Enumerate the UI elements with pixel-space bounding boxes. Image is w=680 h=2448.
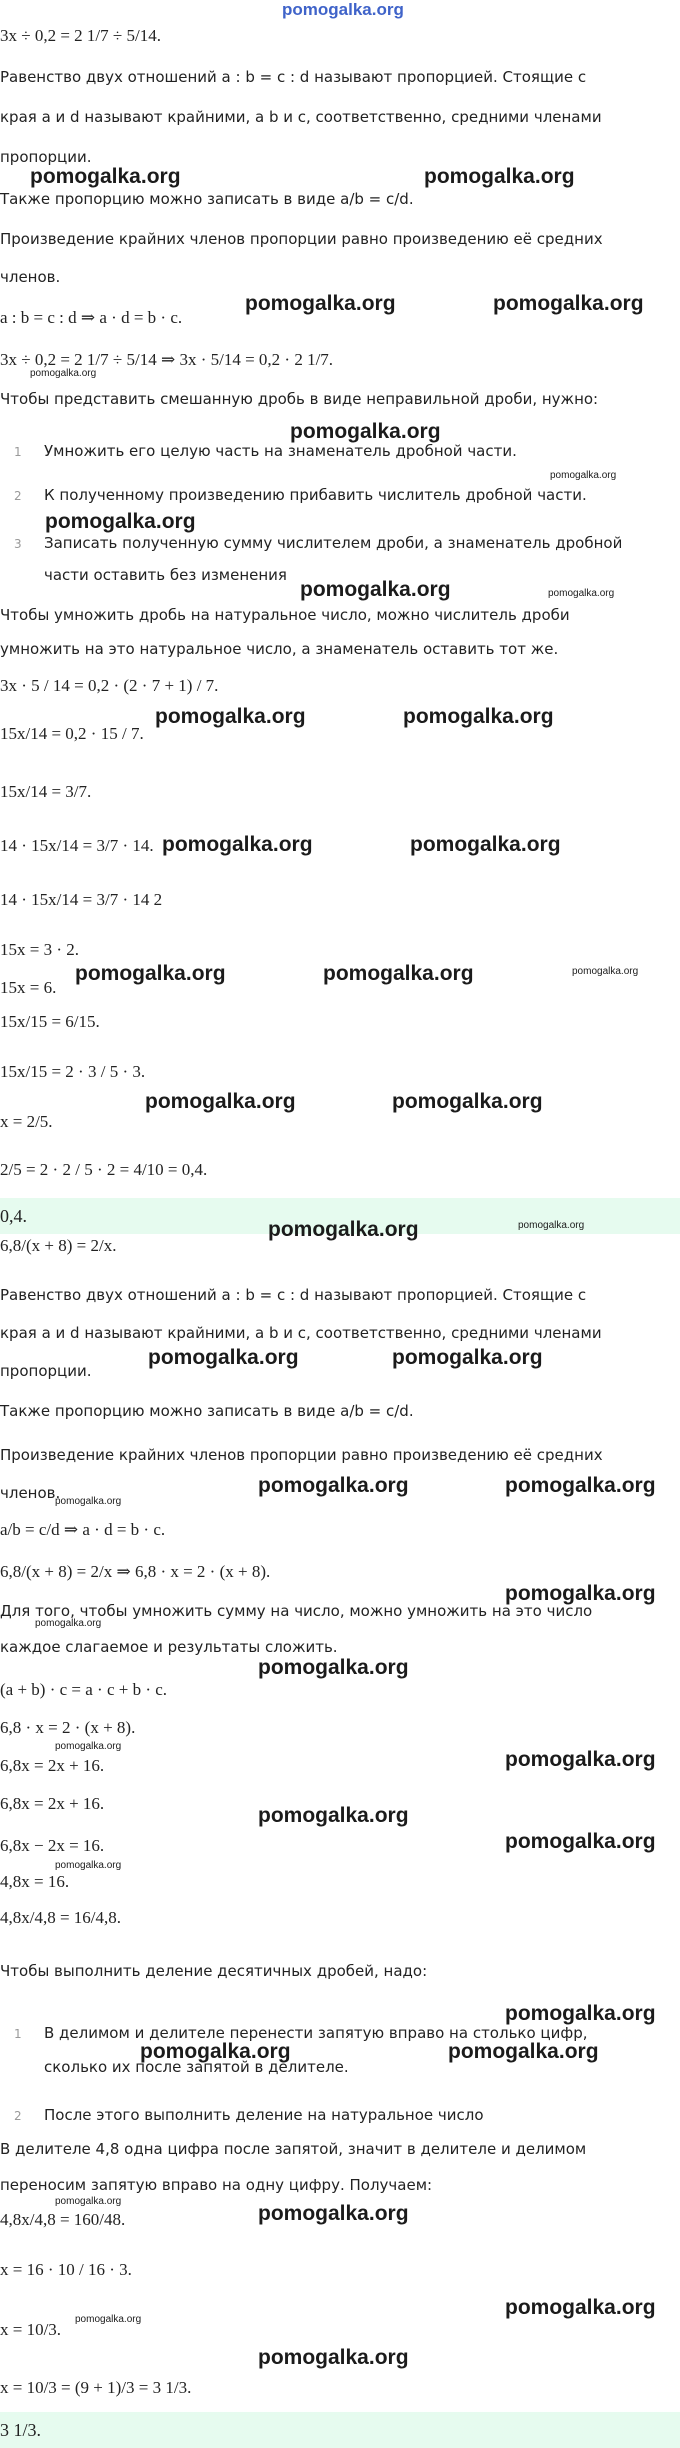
watermark: pomogalka.org xyxy=(548,588,615,599)
watermark: pomogalka.org xyxy=(148,1346,299,1369)
watermark: pomogalka.org xyxy=(448,2040,599,2063)
step-item xyxy=(0,534,622,552)
watermark: pomogalka.org xyxy=(45,510,196,533)
math-line: x = 16 · 10 / 16 · 3. xyxy=(0,2260,132,2279)
text-line: Чтобы представить смешанную дробь в виде неправильной дроби, нужно: xyxy=(0,390,599,408)
watermark: pomogalka.org xyxy=(410,833,561,856)
watermark: pomogalka.org xyxy=(505,1748,656,1771)
text-line: края a и d называют крайними, а b и c, соответственно, средними членами xyxy=(0,108,602,126)
watermark: pomogalka.org xyxy=(290,420,441,443)
text-line: края a и d называют крайними, а b и c, соответственно, средними членами xyxy=(0,1324,602,1342)
text-line: В делителе 4,8 одна цифра после запятой, значит в делителе и делимом xyxy=(0,2140,587,2158)
watermark: pomogalka.org xyxy=(75,962,226,985)
math-line: 6,8/(x + 8) = 2/x. xyxy=(0,1236,117,1255)
math-line: 6,8x = 2x + 16. xyxy=(0,1756,105,1775)
text-line: Равенство двух отношений a : b = c : d называют пропорцией. Стоящие с xyxy=(0,68,587,86)
step-text: Умножить его целую часть на знаменатель дробной части. xyxy=(44,442,517,460)
math-line: 6,8x − 2x = 16. xyxy=(0,1836,105,1855)
watermark: pomogalka.org xyxy=(258,2346,409,2369)
math-line: x = 10/3 = (9 + 1)/3 = 3 1/3. xyxy=(0,2378,192,2397)
math-line: 15x/15 = 2 · 3 / 5 · 3. xyxy=(0,1062,146,1081)
watermark: pomogalka.org xyxy=(162,833,313,856)
step-text: Записать полученную сумму числителем дроби, а знаменатель дробной xyxy=(44,534,623,552)
watermark: pomogalka.org xyxy=(258,1804,409,1827)
watermark: pomogalka.org xyxy=(55,2196,122,2207)
math-line: 4,8x = 16. xyxy=(0,1872,70,1891)
math-line: 15x/14 = 0,2 · 15 / 7. xyxy=(0,724,144,743)
math-line: (a + b) · c = a · c + b · c. xyxy=(0,1680,168,1699)
site-logo[interactable]: pomogalka.org xyxy=(282,0,404,19)
watermark: pomogalka.org xyxy=(505,2296,656,2319)
text-line: Чтобы умножить дробь на натуральное число, можно числитель дроби xyxy=(0,606,570,624)
math-line: 4,8x/4,8 = 16/4,8. xyxy=(0,1908,122,1927)
watermark: pomogalka.org xyxy=(505,1582,656,1605)
watermark: pomogalka.org xyxy=(505,2002,656,2025)
text-line: переносим запятую вправо на одну цифру. Получаем: xyxy=(0,2176,433,2194)
step-text: К полученному произведению прибавить числитель дробной части. xyxy=(44,486,587,504)
text-line: Также пропорцию можно записать в виде a/b = c/d. xyxy=(0,190,414,208)
watermark: pomogalka.org xyxy=(505,1830,656,1853)
math-line: 15x/14 = 3/7. xyxy=(0,782,92,801)
step-item xyxy=(0,486,587,504)
step-number: 2 xyxy=(14,2109,22,2123)
watermark: pomogalka.org xyxy=(140,2040,291,2063)
text-line: членов. xyxy=(0,268,61,286)
text-line: Чтобы выполнить деление десятичных дробей, надо: xyxy=(0,1962,428,1980)
watermark: pomogalka.org xyxy=(403,705,554,728)
math-line: 2/5 = 2 · 2 / 5 · 2 = 4/10 = 0,4. xyxy=(0,1160,208,1179)
math-line: 6,8 · x = 2 · (x + 8). xyxy=(0,1718,136,1737)
step-number: 1 xyxy=(14,2027,22,2041)
watermark: pomogalka.org xyxy=(323,962,474,985)
watermark: pomogalka.org xyxy=(55,1741,122,1752)
math-line: a/b = c/d ⇒ a · d = b · c. xyxy=(0,1520,166,1539)
math-line: a : b = c : d ⇒ a · d = b · c. xyxy=(0,308,183,327)
watermark: pomogalka.org xyxy=(55,1496,122,1507)
step-text: В делимом и делителе перенести запятую вправо на столько цифр, xyxy=(44,2024,588,2042)
watermark: pomogalka.org xyxy=(258,1474,409,1497)
watermark: pomogalka.org xyxy=(55,1860,122,1871)
step-number: 3 xyxy=(14,537,22,551)
text-line: Равенство двух отношений a : b = c : d называют пропорцией. Стоящие с xyxy=(0,1286,587,1304)
watermark: pomogalka.org xyxy=(30,165,181,188)
math-line: 15x = 3 · 2. xyxy=(0,940,79,959)
watermark: pomogalka.org xyxy=(268,1218,419,1241)
text-line: Произведение крайних членов пропорции равно произведению её средних xyxy=(0,230,603,248)
watermark: pomogalka.org xyxy=(35,1618,102,1629)
watermark: pomogalka.org xyxy=(518,1220,585,1231)
math-line: x = 2/5. xyxy=(0,1112,53,1131)
watermark: pomogalka.org xyxy=(505,1474,656,1497)
step-item xyxy=(0,442,517,460)
watermark: pomogalka.org xyxy=(155,705,306,728)
watermark: pomogalka.org xyxy=(258,1656,409,1679)
text-line: членов. xyxy=(0,1484,61,1502)
answer-1: 0,4. xyxy=(0,1206,27,1226)
watermark: pomogalka.org xyxy=(300,578,451,601)
text-line: Также пропорцию можно записать в виде a/b = c/d. xyxy=(0,1402,414,1420)
math-line: 14 · 15x/14 = 3/7 · 14 2 xyxy=(0,890,163,909)
watermark: pomogalka.org xyxy=(30,368,97,379)
text-line: каждое слагаемое и результаты сложить. xyxy=(0,1638,338,1656)
text-line: Для того, чтобы умножить сумму на число, можно умножить на это число xyxy=(0,1602,593,1620)
math-line: x = 10/3. xyxy=(0,2320,62,2339)
step-number: 2 xyxy=(14,489,22,503)
watermark: pomogalka.org xyxy=(424,165,575,188)
step-text: После этого выполнить деление на натуральное число xyxy=(44,2106,484,2124)
watermark: pomogalka.org xyxy=(75,2314,142,2325)
watermark: pomogalka.org xyxy=(258,2202,409,2225)
watermark: pomogalka.org xyxy=(572,966,639,977)
text-line: Произведение крайних членов пропорции равно произведению её средних xyxy=(0,1446,603,1464)
math-line: 15x/15 = 6/15. xyxy=(0,1012,100,1031)
step-number: 1 xyxy=(14,445,22,459)
math-line: 14 · 15x/14 = 3/7 · 14. xyxy=(0,836,154,855)
math-line: 3x ÷ 0,2 = 2 1/7 ÷ 5/14 ⇒ 3x · 5/14 = 0,2 · 2 1/7. xyxy=(0,350,334,369)
watermark: pomogalka.org xyxy=(550,470,617,481)
step-text: части оставить без изменения xyxy=(44,566,287,584)
math-line: 6,8x = 2x + 16. xyxy=(0,1794,105,1813)
step-item xyxy=(0,2106,484,2124)
math-line: 3x · 5 / 14 = 0,2 · (2 · 7 + 1) / 7. xyxy=(0,676,219,695)
watermark: pomogalka.org xyxy=(145,1090,296,1113)
watermark: pomogalka.org xyxy=(245,292,396,315)
answer-box-2 xyxy=(0,2412,680,2448)
watermark: pomogalka.org xyxy=(493,292,644,315)
step-item xyxy=(0,566,287,584)
math-line: 15x = 6. xyxy=(0,978,57,997)
watermark: pomogalka.org xyxy=(392,1090,543,1113)
math-line: 3x ÷ 0,2 = 2 1/7 ÷ 5/14. xyxy=(0,26,161,45)
math-line: 4,8x/4,8 = 160/48. xyxy=(0,2210,126,2229)
math-line: 6,8/(x + 8) = 2/x ⇒ 6,8 · x = 2 · (x + 8). xyxy=(0,1562,271,1581)
step-text: сколько их после запятой в делителе. xyxy=(44,2058,349,2076)
answer-2: 3 1/3. xyxy=(0,2420,42,2440)
text-line: пропорции. xyxy=(0,148,92,166)
text-line: умножить на это натуральное число, а знаменатель оставить тот же. xyxy=(0,640,559,658)
text-line: пропорции. xyxy=(0,1362,92,1380)
watermark: pomogalka.org xyxy=(392,1346,543,1369)
